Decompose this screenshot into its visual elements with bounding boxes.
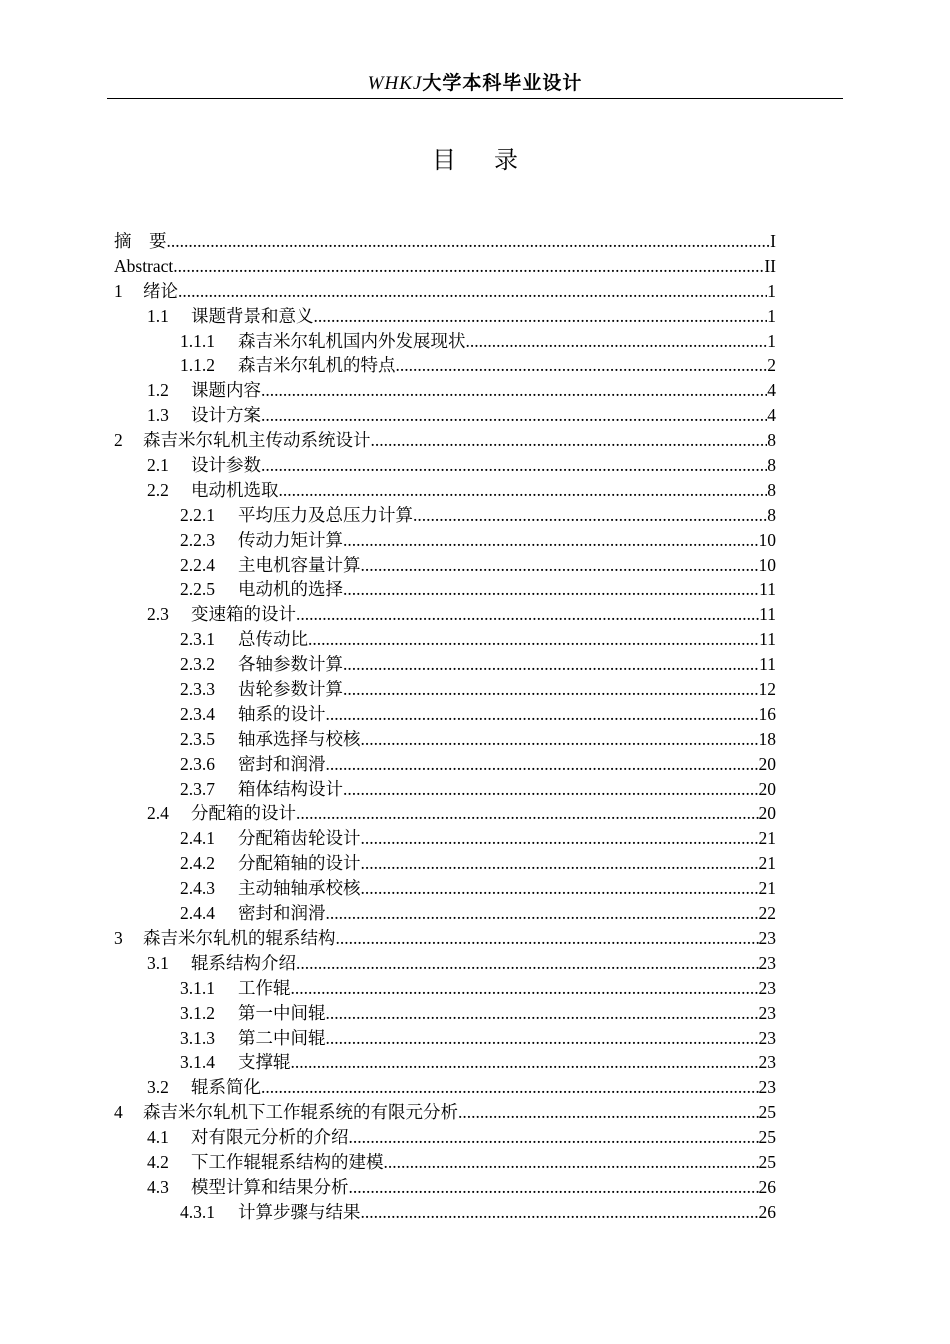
- toc-title: 目 录: [432, 148, 534, 174]
- page-header: [107, 68, 843, 95]
- toc-entry-number: 2.2: [147, 479, 169, 500]
- toc-entry-page: 11: [759, 604, 776, 625]
- toc-entry[interactable]: [114, 279, 776, 304]
- toc-entry-number: 2.3.5: [180, 728, 215, 749]
- toc-entry-number: 4.2: [147, 1151, 169, 1172]
- toc-entry-page: 21: [758, 828, 776, 849]
- toc-entry-title: 设计方案: [191, 405, 261, 426]
- toc-entry-number: 1.3: [147, 405, 169, 426]
- toc-entry-title: 绪论: [143, 280, 178, 301]
- toc-entry-number: 1.1: [147, 305, 169, 326]
- toc-entry-title: 对有限元分析的介绍: [191, 1127, 349, 1148]
- toc-entry-title: 轴系的设计: [238, 703, 326, 724]
- toc-dot-leader: [343, 577, 759, 602]
- toc-entry-number: 3: [114, 927, 123, 948]
- toc-dot-leader: [343, 677, 759, 702]
- toc-entry[interactable]: [114, 453, 776, 478]
- toc-entry-title: 电动机选取: [191, 479, 279, 500]
- toc-entry[interactable]: [114, 652, 776, 677]
- toc-dot-leader: [261, 453, 767, 478]
- toc-entry-page: 25: [758, 1127, 776, 1148]
- toc-dot-leader: [336, 926, 759, 951]
- toc-entry-number: 2.3.2: [180, 654, 215, 675]
- toc-entry-title: 变速箱的设计: [191, 604, 296, 625]
- toc-entry-title: 第一中间辊: [238, 1002, 326, 1023]
- toc-entry-number: 1.1.2: [180, 355, 215, 376]
- toc-entry[interactable]: [114, 1026, 776, 1051]
- toc-entry-page: I: [770, 231, 776, 251]
- toc-dot-leader: [343, 528, 759, 553]
- toc-entry-number: 2: [114, 430, 123, 451]
- toc-entry-title: 设计参数: [191, 455, 261, 476]
- toc-entry-number: 2.1: [147, 455, 169, 476]
- toc-entry-page: 8: [767, 430, 776, 451]
- toc-dot-leader: [361, 826, 759, 851]
- toc-dot-leader: [458, 1100, 759, 1125]
- toc-entry-page: 1: [767, 330, 776, 351]
- toc-dot-leader: [371, 428, 768, 453]
- toc-entry-number: 2.3.7: [180, 778, 215, 799]
- toc-entry-page: 23: [758, 1002, 776, 1023]
- toc-entry-number: 3.2: [147, 1077, 169, 1098]
- toc-entry-title: 森吉米尔轧机主传动系统设计: [143, 430, 371, 451]
- toc-entry-title: 课题背景和意义: [191, 305, 314, 326]
- toc-entry-title: 森吉米尔轧机下工作辊系统的有限元分析: [143, 1102, 458, 1123]
- toc-dot-leader: [279, 478, 768, 503]
- toc-entry-page: 21: [758, 853, 776, 874]
- toc-dot-leader: [296, 602, 759, 627]
- toc-entry-page: 23: [758, 1027, 776, 1048]
- toc-entry-number: 2.2.1: [180, 504, 215, 525]
- toc-entry-title: 计算步骤与结果: [238, 1201, 361, 1222]
- toc-entry-title: 工作辊: [238, 977, 291, 998]
- toc-entry[interactable]: [114, 677, 776, 702]
- toc-entry-page: 16: [758, 703, 776, 724]
- toc-dot-leader: [396, 353, 768, 378]
- toc-entry-page: 1: [767, 305, 776, 326]
- toc-entry-number: 2.3: [147, 604, 169, 625]
- toc-entry-title: Abstract: [114, 255, 174, 276]
- toc-entry-page: 20: [758, 753, 776, 774]
- toc-entry[interactable]: [114, 926, 776, 951]
- toc-entry-page: 4: [767, 405, 776, 426]
- toc-entry[interactable]: [114, 403, 776, 428]
- toc-dot-leader: [413, 503, 767, 528]
- toc-dot-leader: [326, 752, 759, 777]
- toc-entry-number: 4.3: [147, 1176, 169, 1197]
- toc-entry-number: 2.4: [147, 803, 169, 824]
- toc-dot-leader: [349, 1125, 759, 1150]
- toc-dot-leader: [361, 1200, 759, 1225]
- toc-entry-page: 1: [767, 280, 776, 301]
- toc-dot-leader: [314, 304, 768, 329]
- toc-entry-page: 10: [758, 554, 776, 575]
- toc-dot-leader: [384, 1150, 759, 1175]
- toc-entry[interactable]: [114, 777, 776, 802]
- toc-dot-leader: [361, 876, 759, 901]
- toc-entry-number: 2.3.4: [180, 703, 215, 724]
- toc-entry-page: 11: [759, 654, 776, 675]
- toc-entry-number: 4: [114, 1102, 123, 1123]
- toc-entry-title: 支撑辊: [238, 1052, 291, 1073]
- toc-entry-title: 模型计算和结果分析: [191, 1176, 349, 1197]
- toc-entry[interactable]: [114, 976, 776, 1001]
- toc-dot-leader: [261, 403, 767, 428]
- toc-dot-leader: [296, 801, 759, 826]
- toc-dot-leader: [261, 378, 767, 403]
- toc-dot-leader: [361, 727, 759, 752]
- toc-entry-number: 2.2.4: [180, 554, 215, 575]
- toc-entry[interactable]: [114, 1001, 776, 1026]
- toc-entry[interactable]: [114, 428, 776, 453]
- toc-entry-title: 分配箱的设计: [191, 803, 296, 824]
- toc-dot-leader: [326, 901, 759, 926]
- toc-entry[interactable]: [114, 229, 776, 254]
- toc-entry-page: 11: [759, 579, 776, 600]
- toc-entry-title: 摘 要: [114, 231, 167, 251]
- toc-entry-page: 25: [758, 1102, 776, 1123]
- toc-entry-number: 3.1.3: [180, 1027, 215, 1048]
- toc-entry-page: 11: [759, 629, 776, 650]
- toc-entry-page: 10: [758, 529, 776, 550]
- toc-dot-leader: [466, 329, 768, 354]
- toc-dot-leader: [326, 1001, 759, 1026]
- toc-entry[interactable]: [114, 727, 776, 752]
- toc-entry-title: 总传动比: [238, 629, 308, 650]
- toc-entry-number: 2.3.1: [180, 629, 215, 650]
- toc-entry-page: 23: [758, 977, 776, 998]
- toc-dot-leader: [178, 279, 767, 304]
- toc-entry[interactable]: [114, 901, 776, 926]
- toc-entry-page: 25: [758, 1151, 776, 1172]
- toc-entry[interactable]: [114, 577, 776, 602]
- toc-entry-page: 12: [758, 679, 776, 700]
- toc-dot-leader: [326, 1026, 759, 1051]
- toc-entry-number: 1: [114, 280, 123, 301]
- toc-entry-title: 密封和润滑: [238, 753, 326, 774]
- toc-entry-number: 2.4.1: [180, 828, 215, 849]
- toc-dot-leader: [291, 1050, 759, 1075]
- toc-entry-number: 4.3.1: [180, 1201, 215, 1222]
- toc-entry[interactable]: [114, 1050, 776, 1075]
- toc-entry-page: 8: [767, 479, 776, 500]
- toc-entry-title: 平均压力及总压力计算: [238, 504, 413, 525]
- toc-entry[interactable]: [114, 1125, 776, 1150]
- toc-entry-page: 23: [758, 1077, 776, 1098]
- toc-entry[interactable]: [114, 553, 776, 578]
- toc-entry-number: 2.3.6: [180, 753, 215, 774]
- toc-dot-leader: [296, 951, 759, 976]
- toc-entry-number: 3.1.1: [180, 977, 215, 998]
- toc-entry-number: 2.4.4: [180, 903, 215, 924]
- header-latin: WHKJ: [367, 73, 423, 94]
- toc-dot-leader: [261, 1075, 759, 1100]
- toc-dot-leader: [167, 229, 771, 254]
- toc-entry[interactable]: [114, 254, 776, 279]
- toc-dot-leader: [343, 652, 759, 677]
- toc-entry[interactable]: [114, 378, 776, 403]
- toc-entry[interactable]: [114, 627, 776, 652]
- toc-entry-number: 1.2: [147, 380, 169, 401]
- toc-entry[interactable]: [114, 951, 776, 976]
- toc-entry-page: 23: [758, 952, 776, 973]
- toc-entry-number: 3.1.2: [180, 1002, 215, 1023]
- toc-entry[interactable]: [114, 1175, 776, 1200]
- toc-entry-number: 2.4.3: [180, 878, 215, 899]
- toc-entry-page: 26: [758, 1201, 776, 1222]
- toc-entry-title: 辊系简化: [191, 1077, 261, 1098]
- toc-entry[interactable]: [114, 702, 776, 727]
- toc-entry-title: 森吉米尔轧机国内外发展现状: [238, 330, 466, 351]
- toc-entry-title: 箱体结构设计: [238, 778, 343, 799]
- toc-entry-title: 第二中间辊: [238, 1027, 326, 1048]
- toc-dot-leader: [308, 627, 759, 652]
- toc-entry-title: 主动轴轴承校核: [238, 878, 361, 899]
- toc-entry-page: 22: [758, 903, 776, 924]
- toc-entry-page: 8: [767, 504, 776, 525]
- toc-entry-number: 2.4.2: [180, 853, 215, 874]
- toc-entry[interactable]: [114, 528, 776, 553]
- toc-dot-leader: [361, 851, 759, 876]
- toc-entry-page: 18: [758, 728, 776, 749]
- toc-entry[interactable]: [114, 1150, 776, 1175]
- toc-entry-number: 2.2.5: [180, 579, 215, 600]
- toc-entry[interactable]: [114, 304, 776, 329]
- toc-entry[interactable]: [114, 851, 776, 876]
- toc-entry-page: 20: [758, 803, 776, 824]
- toc-entry[interactable]: [114, 801, 776, 826]
- toc-entry-title: 分配箱轴的设计: [238, 853, 361, 874]
- toc-entry-number: 1.1.1: [180, 330, 215, 351]
- toc-entry-title: 密封和润滑: [238, 903, 326, 924]
- toc-entry[interactable]: [114, 602, 776, 627]
- toc-entry[interactable]: [114, 876, 776, 901]
- toc-entry[interactable]: [114, 1075, 776, 1100]
- toc-entry-page: 26: [758, 1176, 776, 1197]
- header-title: 大学本科毕业设计: [422, 73, 583, 94]
- toc-entry-page: 23: [758, 927, 776, 948]
- toc-entry[interactable]: [114, 478, 776, 503]
- toc-entry-number: 2.2.3: [180, 529, 215, 550]
- toc-entry-title: 森吉米尔轧机的辊系结构: [143, 927, 336, 948]
- toc-entry-title: 下工作辊辊系结构的建模: [191, 1151, 384, 1172]
- toc-entry-title: 森吉米尔轧机的特点: [238, 355, 396, 376]
- toc-dot-leader: [361, 553, 759, 578]
- toc-entry-page: II: [764, 255, 776, 276]
- toc-entry-number: 3.1: [147, 952, 169, 973]
- toc-entry-page: 20: [758, 778, 776, 799]
- toc-dot-leader: [349, 1175, 759, 1200]
- toc-entry-page: 2: [767, 355, 776, 376]
- toc-entry[interactable]: [114, 826, 776, 851]
- toc-entry-page: 21: [758, 878, 776, 899]
- toc-dot-leader: [173, 254, 764, 279]
- toc-entry-page: 8: [767, 455, 776, 476]
- toc-entry-page: 4: [767, 380, 776, 401]
- toc-entry-title: 课题内容: [191, 380, 261, 401]
- toc-entry-number: 4.1: [147, 1127, 169, 1148]
- toc-dot-leader: [326, 702, 759, 727]
- toc-entry[interactable]: [114, 1100, 776, 1125]
- toc-entry[interactable]: [114, 329, 776, 354]
- toc-dot-leader: [291, 976, 759, 1001]
- toc-entry-number: 3.1.4: [180, 1052, 215, 1073]
- toc-entry-title: 传动力矩计算: [238, 529, 343, 550]
- toc-entry-title: 齿轮参数计算: [238, 679, 343, 700]
- table-of-contents: [114, 229, 776, 1225]
- toc-entry-title: 轴承选择与校核: [238, 728, 361, 749]
- toc-entry-title: 主电机容量计算: [238, 554, 361, 575]
- toc-entry[interactable]: [114, 503, 776, 528]
- toc-dot-leader: [343, 777, 759, 802]
- toc-entry[interactable]: [114, 1200, 776, 1225]
- toc-entry-page: 23: [758, 1052, 776, 1073]
- toc-entry-title: 分配箱齿轮设计: [238, 828, 361, 849]
- toc-entry-title: 电动机的选择: [238, 579, 343, 600]
- toc-entry-number: 2.3.3: [180, 679, 215, 700]
- toc-entry[interactable]: [114, 353, 776, 378]
- toc-entry-title: 辊系结构介绍: [191, 952, 296, 973]
- toc-entry[interactable]: [114, 752, 776, 777]
- header-rule: [107, 98, 843, 99]
- toc-entry-title: 各轴参数计算: [238, 654, 343, 675]
